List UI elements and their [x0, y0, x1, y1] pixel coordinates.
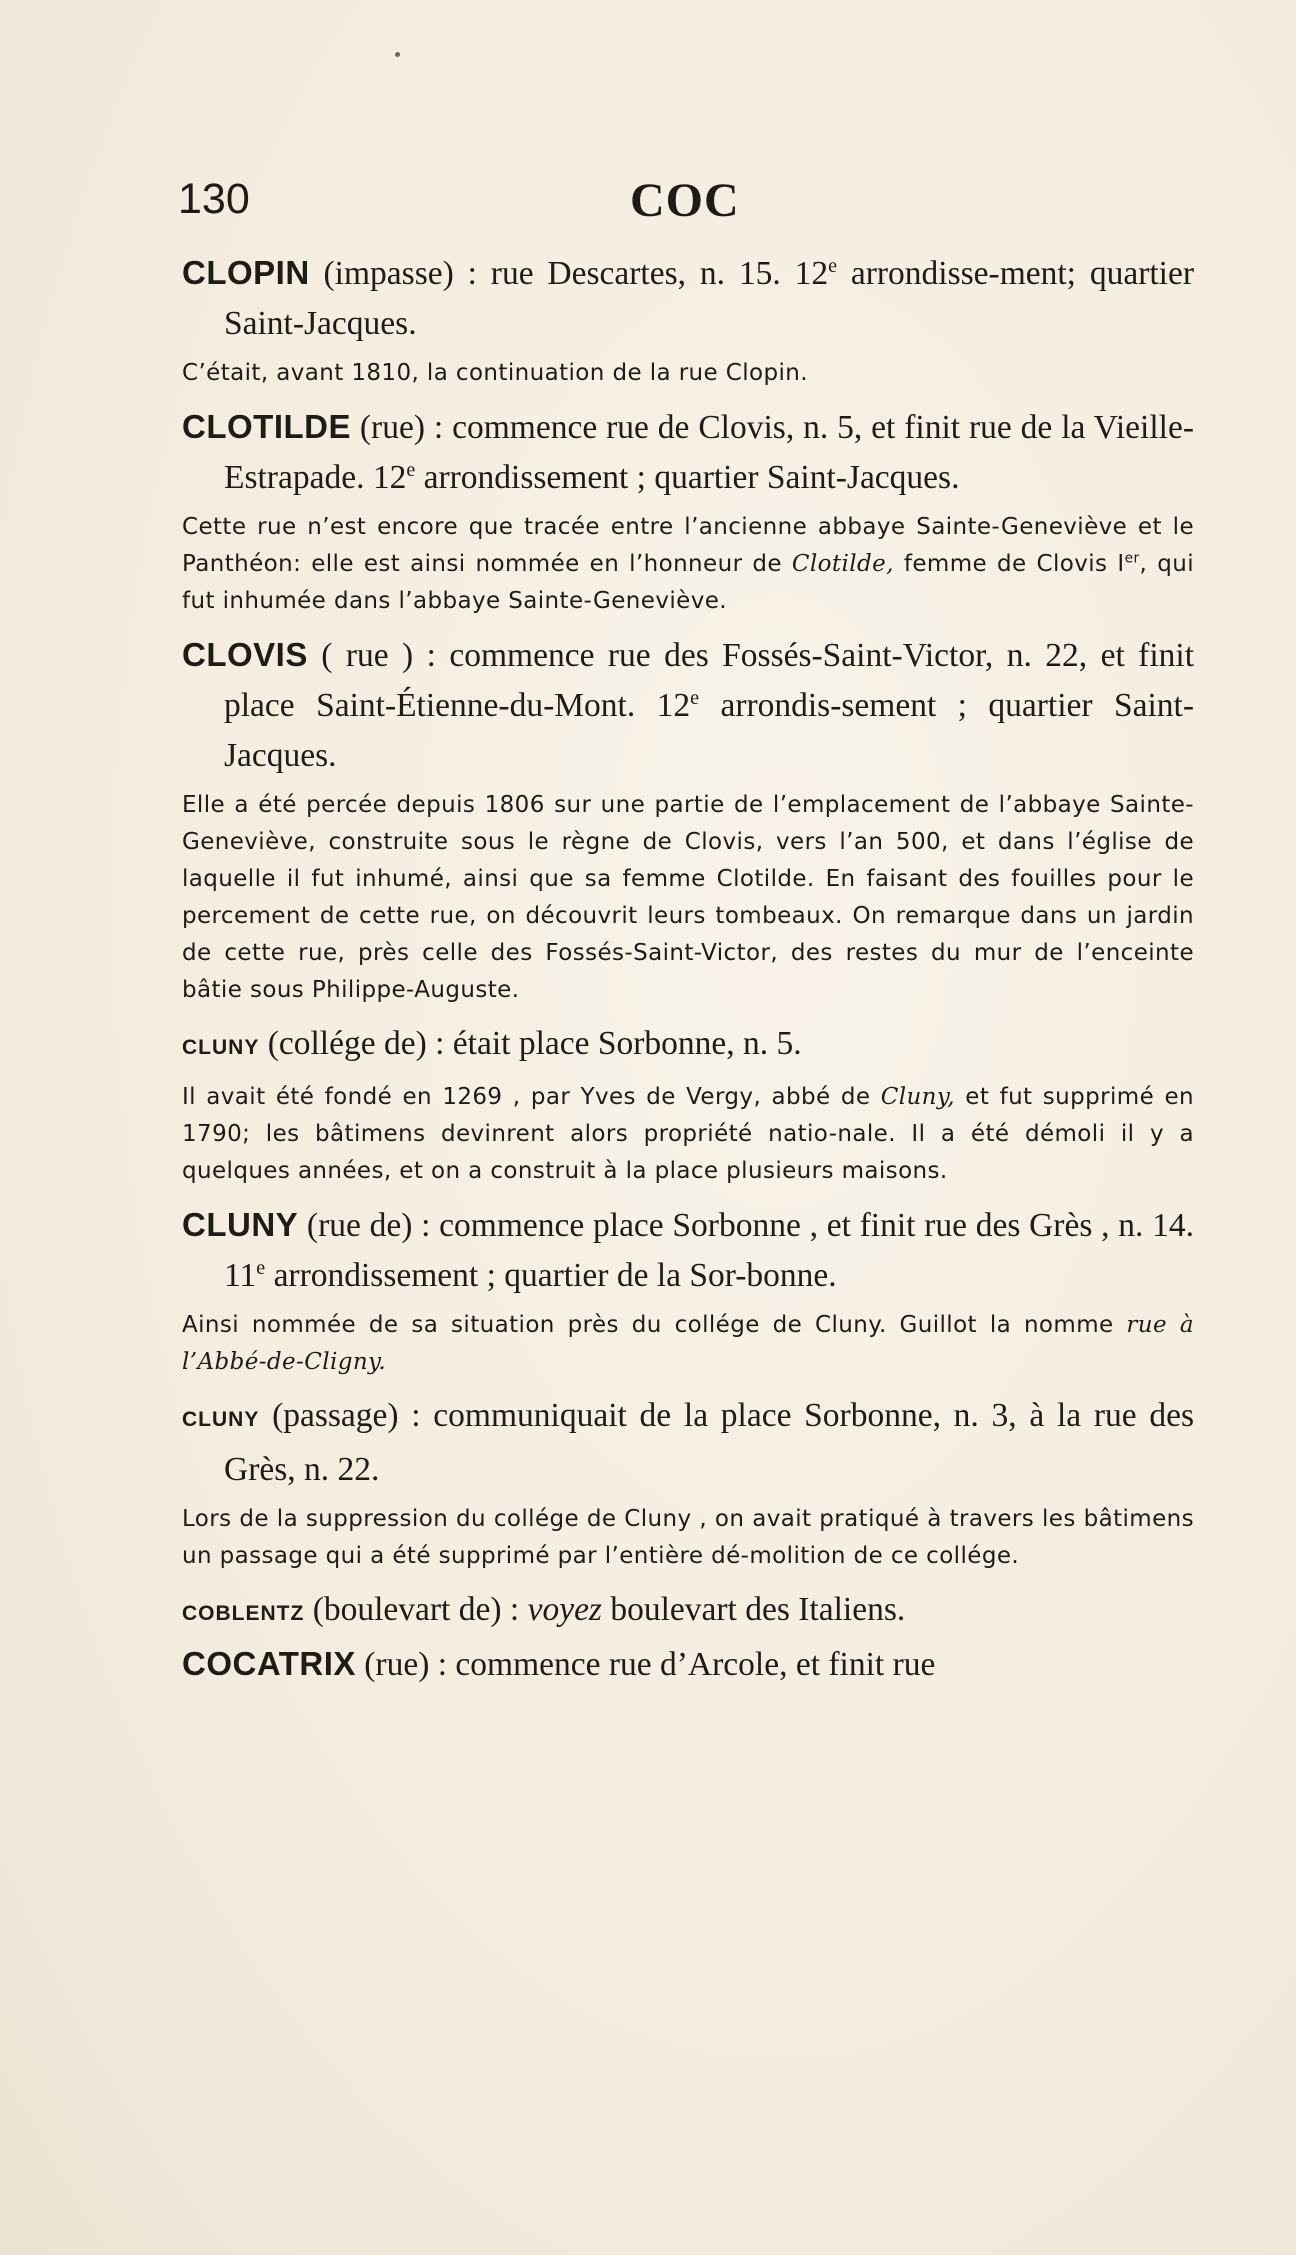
note-text: et fut supprimé en 1790; les bâtimens devinrent alors propriété natio-nale. Il a été démoli il y a quelques années, et on a construit à la place plusieurs maisons. — [182, 1084, 1194, 1184]
note-text: , qui fut inhumée dans l’abbaye Sainte-Geneviève. — [182, 551, 1194, 614]
superscript: e — [256, 1256, 266, 1279]
headword: CLUNY — [182, 1408, 260, 1431]
entry-text: (passage) : communiquait de la place Sorbonne, n. 3, à la rue des Grès, n. 22. — [224, 1397, 1194, 1488]
headword: CLOVIS — [182, 636, 308, 673]
note-text: C’était, avant 1810, la continuation de la rue Clopin. — [182, 360, 808, 386]
entry-clotilde — [182, 402, 1194, 503]
entry-note — [182, 509, 1194, 620]
entry-text: (collége de) : était place Sorbonne, n. 5. — [259, 1025, 802, 1062]
entry-cluny-passage — [182, 1391, 1194, 1495]
note-text: femme de Clovis I — [893, 551, 1125, 577]
entry-note — [182, 787, 1194, 1009]
page-header — [178, 175, 1198, 235]
entry-clovis — [182, 630, 1194, 781]
headword: CLOTILDE — [182, 408, 351, 445]
entry-coblentz — [182, 1585, 1194, 1639]
entry-text: (boulevart de) : — [304, 1591, 528, 1628]
headword: COCATRIX — [182, 1645, 356, 1682]
entry-clopin — [182, 248, 1194, 349]
entry-text: (impasse) : rue Descartes, n. 15. 12 — [309, 255, 829, 292]
superscript: er — [1124, 550, 1140, 567]
note-italic: Cluny, — [880, 1084, 955, 1110]
page-number: 130 — [178, 175, 250, 223]
note-text: Lors de la suppression du collége de Cluny , on avait pratiqué à travers les bâtimens un passage qui a été supprimé par l’entière dé-molition de ce collége. — [182, 1506, 1194, 1569]
superscript: e — [828, 254, 837, 277]
entry-text: arrondis-sement ; quartier Saint-Jacques. — [224, 687, 1194, 774]
entry-text: (rue de) : commence place Sorbonne , et finit rue des Grès , n. 14. 11 — [224, 1207, 1194, 1294]
entry-note — [182, 1501, 1194, 1575]
entry-cluny-rue — [182, 1200, 1194, 1301]
entry-text: ( rue ) : commence rue des Fossés-Saint-Victor, n. 22, et finit place Saint-Étienne-du-Mont. 12 — [224, 637, 1194, 724]
entry-text: (rue) : commence rue d’Arcole, et finit rue — [355, 1646, 936, 1683]
headword: CLOPIN — [182, 254, 310, 291]
note-italic: rue à l’Abbé-de-Cligny. — [182, 1312, 1194, 1375]
entry-cluny-college — [182, 1019, 1194, 1073]
cross-reference-italic: voyez — [527, 1591, 602, 1628]
note-text: Cette rue n’est encore que tracée entre l’ancienne abbaye Sainte-Geneviève et le Panthéon: elle est ainsi nommée en l’honneur de — [182, 514, 1194, 577]
running-head: COC — [630, 174, 740, 227]
note-italic: Clotilde, — [791, 551, 894, 577]
entry-text: arrondissement ; quartier de la Sor-bonne. — [265, 1257, 837, 1294]
entry-text: arrondisse-ment; quartier Saint-Jacques. — [224, 255, 1195, 342]
entry-cocatrix — [182, 1639, 1194, 1690]
note-text: Il avait été fondé en 1269 , par Yves de Vergy, abbé de — [182, 1084, 881, 1110]
entry-note — [182, 1307, 1194, 1381]
entry-text: arrondissement ; quartier Saint-Jacques. — [415, 459, 960, 496]
entry-note — [182, 1079, 1194, 1190]
entry-text: boulevart des Italiens. — [601, 1591, 906, 1628]
note-text: Ainsi nommée de sa situation près du collége de Cluny. Guillot la nomme — [182, 1312, 1127, 1338]
entry-text: (rue) : commence rue de Clovis, n. 5, et finit rue de la Vieille-Estrapade. 12 — [224, 409, 1194, 496]
note-text: Elle a été percée depuis 1806 sur une partie de l’emplacement de l’abbaye Sainte-Geneviève, construite sous le règne de Clovis, vers l’an 500, et dans l’église de laquelle il fut inhumé, ainsi que sa femme Clotilde. En faisant des fouilles pour le percement de cette rue, on découvrit leurs tombeaux. On remarque dans un jardin de cette rue, près celle des Fossés-Saint-Victor, des restes du mur de l’enceinte bâtie sous Philippe-Auguste. — [182, 792, 1194, 1003]
headword: COBLENTZ — [182, 1602, 305, 1625]
superscript: e — [690, 686, 700, 709]
entry-note — [182, 355, 1194, 392]
headword: CLUNY — [182, 1036, 260, 1059]
superscript: e — [406, 458, 416, 481]
dictionary-column — [182, 248, 1194, 1690]
ink-speck — [395, 52, 400, 57]
headword: CLUNY — [182, 1206, 299, 1243]
